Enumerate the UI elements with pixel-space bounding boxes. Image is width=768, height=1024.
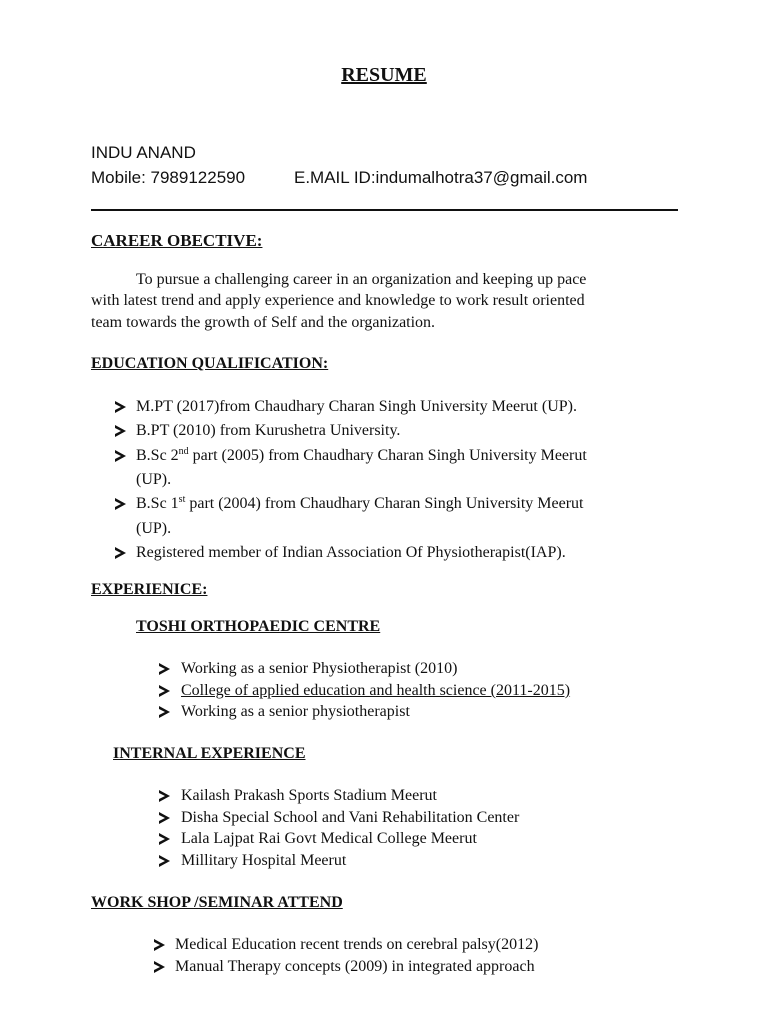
objective-line: To pursue a challenging career in an organization and keeping up pace (136, 271, 587, 288)
arrow-bullet-icon (115, 450, 126, 462)
education-text: part (2004) from Chaudhary Charan Singh University Meerut (185, 495, 584, 512)
arrow-bullet-icon (159, 812, 170, 824)
career-objective-heading: CAREER OBECTIVE: (91, 231, 263, 250)
ordinal-suffix: nd (178, 446, 189, 457)
arrow-bullet-icon (115, 401, 126, 413)
education-text: part (2005) from Chaudhary Charan Singh University Meerut (188, 447, 587, 464)
experience-heading: EXPERIENICE: (91, 581, 208, 598)
arrow-bullet-icon (159, 833, 170, 845)
workshop-item: Manual Therapy concepts (2009) in integrated approach (175, 958, 535, 975)
internal-experience-heading: INTERNAL EXPERIENCE (113, 745, 306, 762)
arrow-bullet-icon (115, 547, 126, 559)
experience-item: College of applied education and health science (2011-2015) (181, 682, 571, 699)
experience-item: Working as a senior Physiotherapist (2010) (181, 660, 458, 677)
objective-line: team towards the growth of Self and the organization. (91, 314, 436, 331)
arrow-bullet-icon (159, 663, 170, 675)
page-title: RESUME (341, 64, 427, 86)
email-address: E.MAIL ID:indumalhotra37@gmail.com (294, 168, 588, 187)
education-text: M.PT (2017)from Chaudhary Charan Singh University Meerut (UP). (136, 398, 577, 415)
mobile-number: Mobile: 7989122590 (91, 168, 246, 187)
arrow-bullet-icon (154, 939, 165, 951)
ordinal-suffix: st (178, 494, 186, 505)
arrow-bullet-icon (115, 498, 126, 510)
arrow-bullet-icon (159, 685, 170, 697)
internal-experience-item: Lala Lajpat Rai Govt Medical College Meerut (181, 830, 477, 847)
header-divider (91, 209, 678, 211)
education-text-continued: (UP). (136, 471, 172, 488)
experience-item: Working as a senior physiotherapist (181, 703, 410, 720)
education-text-continued: (UP). (136, 520, 172, 537)
workshop-heading: WORK SHOP /SEMINAR ATTEND (91, 894, 343, 911)
education-text: B.Sc 2 (136, 447, 179, 464)
education-text: B.Sc 1 (136, 495, 179, 512)
arrow-bullet-icon (159, 855, 170, 867)
experience-organization: TOSHI ORTHOPAEDIC CENTRE (136, 618, 381, 635)
arrow-bullet-icon (154, 961, 165, 973)
workshop-item: Medical Education recent trends on cerebral palsy(2012) (175, 936, 539, 953)
candidate-name: INDU ANAND (91, 143, 196, 162)
objective-line: with latest trend and apply experience and knowledge to work result oriented (91, 292, 585, 309)
education-text: B.PT (2010) from Kurushetra University. (136, 422, 401, 439)
internal-experience-item: Millitary Hospital Meerut (181, 852, 347, 869)
internal-experience-item: Kailash Prakash Sports Stadium Meerut (181, 787, 437, 804)
education-heading: EDUCATION QUALIFICATION: (91, 355, 329, 372)
arrow-bullet-icon (159, 706, 170, 718)
arrow-bullet-icon (115, 425, 126, 437)
internal-experience-item: Disha Special School and Vani Rehabilitation Center (181, 809, 520, 826)
arrow-bullet-icon (159, 790, 170, 802)
education-text: Registered member of Indian Association Of Physiotherapist(IAP). (136, 544, 566, 561)
